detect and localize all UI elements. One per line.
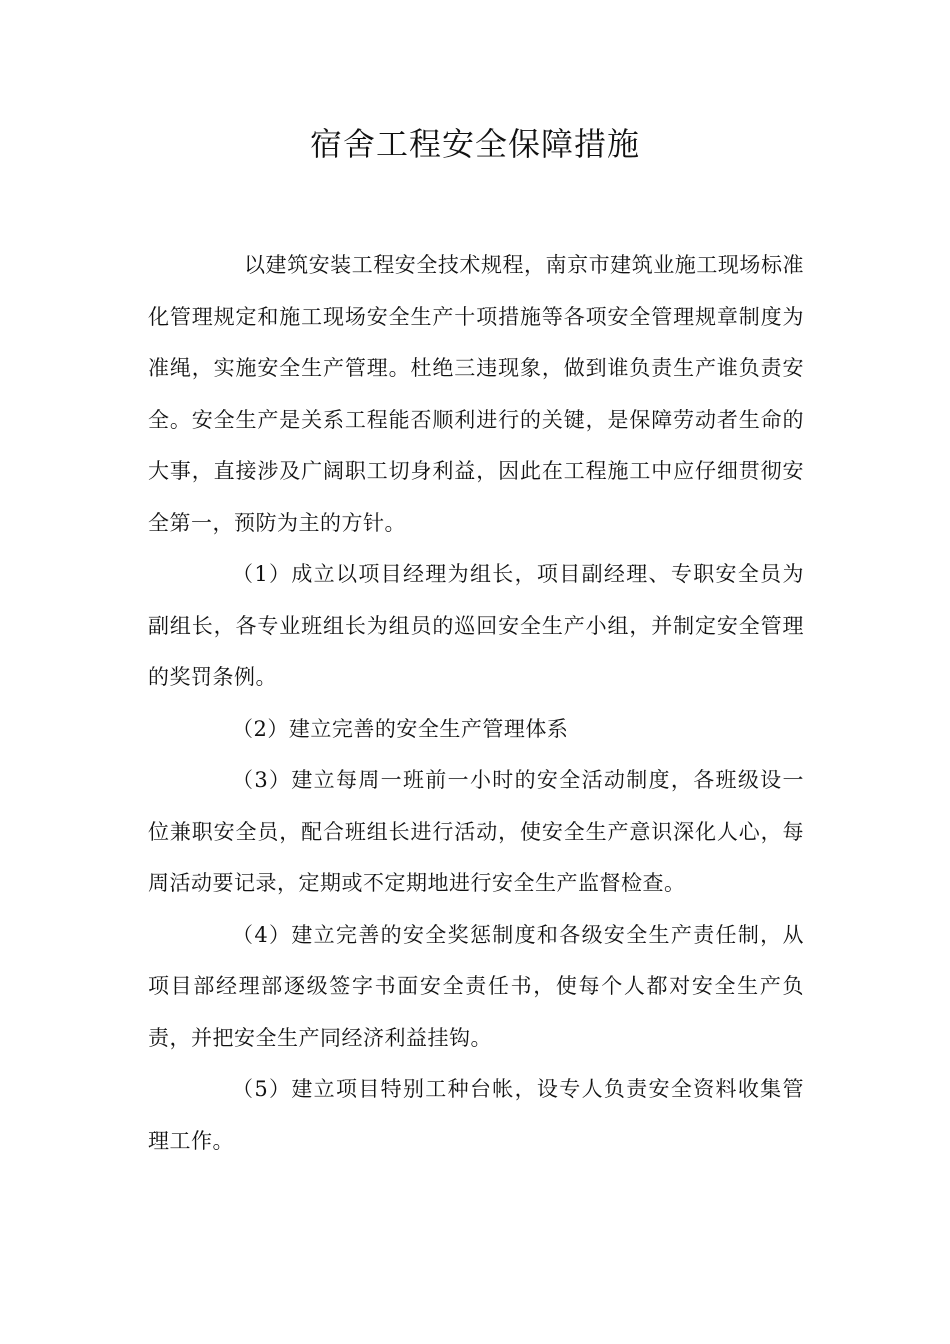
measure-paragraph-5: （5）建立项目特别工种台帐，设专人负责安全资料收集管理工作。 — [148, 1077, 804, 1153]
document-body — [148, 240, 804, 1167]
intro-paragraph: 以建筑安装工程安全技术规程，南京市建筑业施工现场标准化管理规定和施工现场安全生产十项措施等各项安全管理规章制度为准绳，实施安全生产管理。杜绝三违现象，做到谁负责生产谁负责安全。安全生产是关系工程能否顺利进行的关键，是保障劳动者生命的大事，直接涉及广阔职工切身利益，因此在工程施工中应仔细贯彻安全第一，预防为主的方针。 — [148, 253, 804, 535]
document-title: 宿舍工程安全保障措施 — [309, 125, 640, 163]
measure-paragraph-2: （2）建立完善的安全生产管理体系 — [232, 716, 569, 741]
measure-paragraph-4: （4）建立完善的安全奖惩制度和各级安全生产责任制，从项目部经理部逐级签字书面安全责任书，使每个人都对安全生产负责，并把安全生产同经济利益挂钩。 — [148, 922, 804, 1050]
measure-paragraph-1: （1）成立以项目经理为组长，项目副经理、专职安全员为副组长，各专业班组长为组员的巡回安全生产小组，并制定安全管理的奖罚条例。 — [148, 562, 804, 689]
measure-paragraph-3: （3）建立每周一班前一小时的安全活动制度，各班级设一位兼职安全员，配合班组长进行活动，使安全生产意识深化人心，每周活动要记录，定期或不定期地进行安全生产监督检查。 — [148, 768, 804, 895]
